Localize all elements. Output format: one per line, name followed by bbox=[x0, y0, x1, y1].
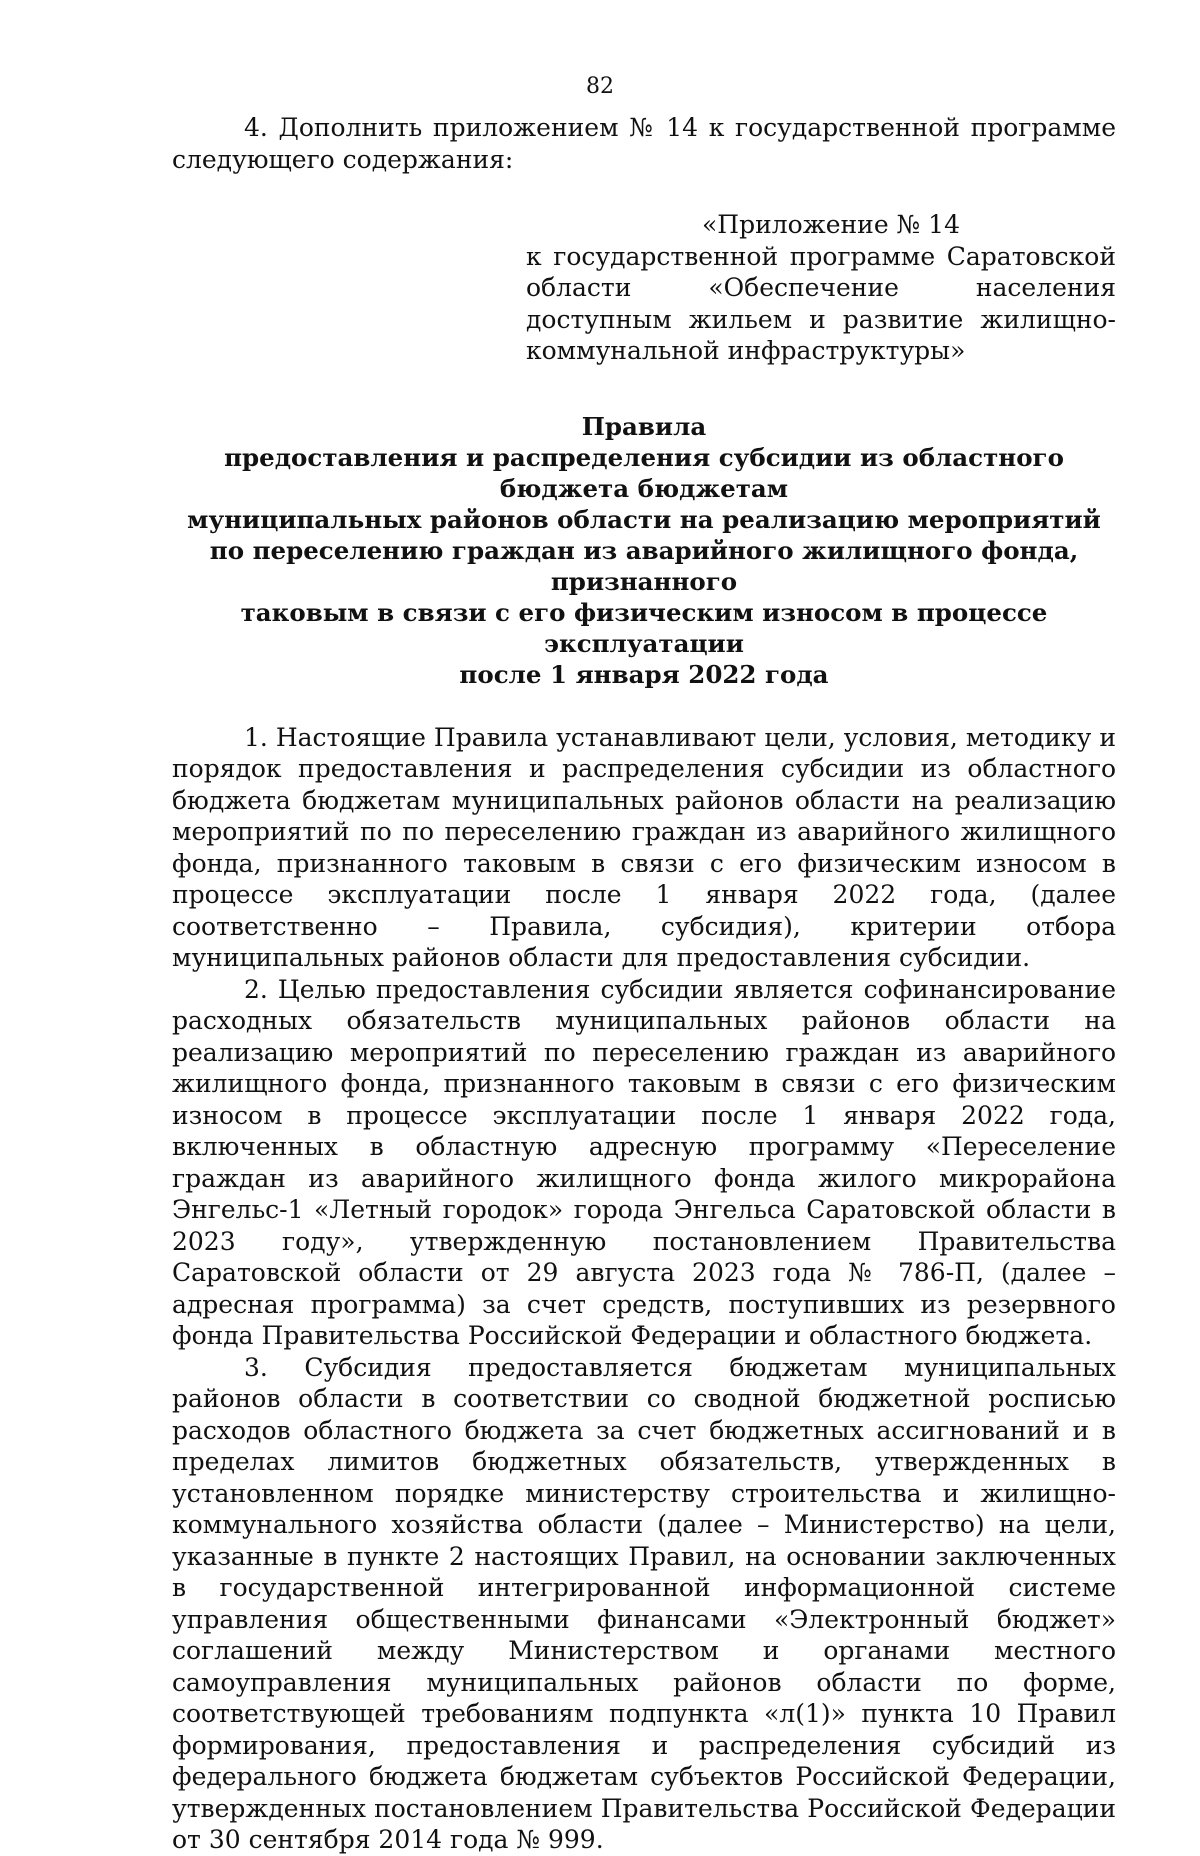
appendix-title: «Приложение № 14 bbox=[702, 210, 960, 239]
rules-subtitle-line-1: предоставления и распределения субсидии из областного бюджета бюджетам bbox=[224, 442, 1064, 503]
appendix-body: к государственной программе Саратовской области «Обеспечение населения доступным жильем и развитие жилищно-коммунальной инфраструктуры» bbox=[526, 241, 1116, 365]
paragraph-2: 2. Целью предоставления субсидии является софинансирование расходных обязательств муниципальных районов области на реализацию мероприятий по переселению граждан из аварийного жилищного фонда, признанного таковым в связи с его физическим износом в процессе эксплуатации после 1 января 2022 года, включенных в областную адресную программу «Переселение граждан из аварийного жилищного фонда жилого микрорайона Энгельс-1 «Летный городок» города Энгельса Саратовской области в 2023 году», утвержденную постановлением Правительства Саратовской области от 29 августа 2023 года № 786-П, (далее – адресная программа) за счет средств, поступивших из резервного фонда Правительства Российской Федерации и областного бюджета. bbox=[172, 974, 1116, 1350]
rules-subtitle-line-2: муниципальных районов области на реализацию мероприятий bbox=[187, 504, 1101, 534]
intro-paragraph: 4. Дополнить приложением № 14 к государственной программе следующего содержания: bbox=[172, 113, 1116, 174]
paragraph-3: 3. Субсидия предоставляется бюджетам муниципальных районов области в соответствии со сводной бюджетной росписью расходов областного бюджета за счет бюджетных ассигнований и в пределах лимитов бюджетных обязательств, утвержденных в установленном порядке министерству строительства и жилищно-коммунального хозяйства области (далее – Министерство) на цели, указанные в пункте 2 настоящих Правил, на основании заключенных в государственной интегрированной информационной системе управления общественными финансами «Электронный бюджет» соглашений между Министерством и органами местного самоуправления муниципальных районов области по форме, соответствующей требованиям подпункта «л(1)» пункта 10 Правил формирования, предоставления и распределения субсидий из федерального бюджета бюджетам субъектов Российской Федерации, утвержденных постановлением Правительства Российской Федерации от 30 сентября 2014 года № 999. bbox=[172, 1352, 1116, 1854]
document-content bbox=[172, 112, 1116, 1856]
rules-heading bbox=[172, 411, 1116, 690]
rules-body bbox=[172, 722, 1116, 1856]
rules-subtitle-line-3: по переселению граждан из аварийного жилищного фонда, признанного bbox=[209, 535, 1079, 596]
paragraph-1: 1. Настоящие Правила устанавливают цели, условия, методику и порядок предоставления и распределения субсидии из областного бюджета бюджетам муниципальных районов области на реализацию мероприятий по по переселению граждан из аварийного жилищного фонда, признанного таковым в связи с его физическим износом в процессе эксплуатации после 1 января 2022 года, (далее соответственно – Правила, субсидия), критерии отбора муниципальных районов области для предоставления субсидии. bbox=[172, 722, 1116, 972]
rules-title: Правила bbox=[581, 411, 707, 441]
appendix-block bbox=[526, 209, 1116, 367]
page-number: 82 bbox=[586, 74, 614, 99]
rules-subtitle-line-5: после 1 января 2022 года bbox=[459, 659, 829, 689]
rules-subtitle-line-4: таковым в связи с его физическим износом в процессе эксплуатации bbox=[240, 597, 1048, 658]
